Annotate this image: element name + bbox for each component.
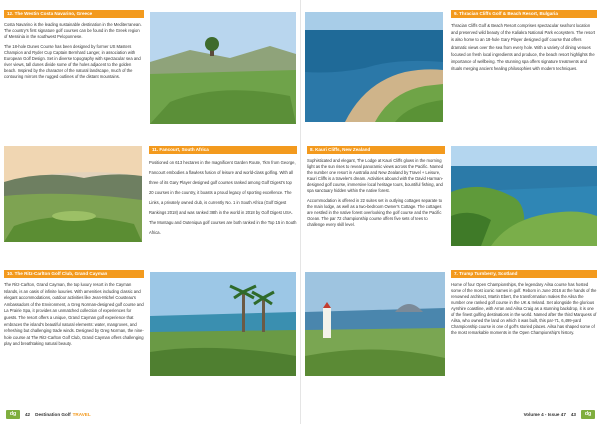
photo-costa-navarino [150, 12, 296, 124]
photo-trump-turnberry [305, 272, 445, 376]
entry-costa-navarino [4, 10, 144, 84]
photo-thracian-cliffs [305, 12, 443, 122]
entry-body [451, 22, 597, 72]
entry-fancourt [149, 146, 297, 242]
entry-heading: 12. The Westin Costa Navarino, Greece [4, 10, 144, 18]
photo-kauri-cliffs [451, 146, 597, 246]
photo-ritz-carlton [150, 272, 296, 376]
entry-paragraph: Costa Navarino is the leading sustainable destination in the Mediterranean. The country's first signature golf courses can be found in the Greek region of Messinia in the southwest Peloponnese. [4, 22, 142, 40]
entry-paragraph: The 18-hole Dunes Course has been designed by former US Masters Champion and Ryder Cup Captain Bernhard Langer, in association with European Golf Design. Set in diverse topography with spectacular sea and river views, tall dunes divide some of the holes adjacent to the golden beach. Inspired by the character of the natural landscape, much of the contouring mirrors the rugged outlines of the distant mountains. [4, 44, 141, 80]
magazine-title-accent: TRAVEL [72, 411, 91, 417]
entry-paragraph: Home of four Open Championships, the legendary Ailsa course has hosted some of the most iconic names in golf. Reborn in June 2016 at the hands of the renowned architect, Martin Ebert, the transformation makes the Ailsa the number one ranked golf course in the UK & Ireland. Set alongside the glorious Ayrshire coastline, with Arran and Ailsa Craig as a stunning backdrop, it is one of the finest golfing destinations in the world. Named after the third Marquess of Ailsa, who owned the land on which it was built, this par-71, 6,499-yard Championship course is one of golf's storied places. Ailsa has shaped some of the most remarkable moments in the Open Championship's history. [451, 282, 597, 336]
entry-paragraph: Accommodation is offered in 22 suites set in outlying cottages separate to the main lodge, as well as a two-bedroom Owner's Cottage. The cottages are nestled in the native forest overlooking the golf course and the Pacific Ocean. The par 72 championship course offers five sets of tees to challenge every skill level. [307, 198, 443, 228]
magazine-logo: dg [581, 410, 595, 419]
entry-heading: 11. Fancourt, South Africa [149, 146, 297, 154]
entry-body [149, 158, 297, 238]
right-page [300, 0, 600, 424]
entry-paragraph: Sophisticated and elegant, The Lodge at Kauri Cliffs glows in the morning light as the sun rises to reveal panoramic views across the Pacific. Named the number one resort in Australia and New Zealand by Travel + Leisure, Kauri Cliffs is a traveler's dream. Activities abound with the David Harman-designed golf course, immersive local heritage tours, bountiful fishing, and spa sanctuary hidden within the native forest. [307, 158, 444, 194]
page-number: 43 [570, 411, 576, 417]
entry-heading: 9. Thracian Cliffs Golf & Beach Resort, Bulgaria [451, 10, 597, 18]
entry-kauri-cliffs [307, 146, 445, 233]
entry-body [4, 22, 144, 80]
entry-body [451, 282, 597, 336]
entry-heading: 8. Kauri Cliffs, New Zealand [307, 146, 445, 154]
issue-label: Volume 4 - Issue 47 [523, 411, 566, 417]
entry-heading: 7. Trump Turnberry, Scotland [451, 270, 597, 278]
entry-paragraph: Thracian Cliffs Golf & Beach Resort comprises spectacular seafront location and preserved wild beauty of the Kaliakra National Park ecosystem. The resort is also home to an 18-hole Gary Player designed golf course that offers dramatic views over the sea from every hole. With a variety of dining venues focused on fresh local ingredients and produce, the beach resort highlights the importance of wellbeing. The stunning spa offers signature treatments and rituals merging ancient healing philosophies with modern techniques. [451, 23, 595, 72]
entry-body [4, 282, 144, 348]
entry-heading: 10. The Ritz-Carlton Golf Club, Grand Cayman [4, 270, 144, 278]
page-number: 42 [25, 411, 31, 417]
entry-paragraph: The Ritz-Carlton, Grand Cayman, the top luxury resort in the Cayman Islands, is an oasis of infinite luxuries. With amenities including classic and elegant accommodations, outdoor activities like Jean-Michel Cousteau's Ambassadors of the Environment, a Greg Norman-designed golf course and La Prairie Spa, it provides an unmatched collection of experiences for guests. The resort offers a unique, Grand Cayman golf experience that embraces the island's beautiful natural elements: water, mangroves, and refreshing but challenging trade winds. Designed by Greg Norman, the nine-hole course at The Ritz-Carlton Golf Club, Grand Cayman offers challenging play and breathtaking natural beauty. [4, 282, 144, 347]
footer-left [0, 404, 300, 424]
footer-right [301, 404, 600, 424]
photo-fancourt [4, 146, 142, 242]
entry-thracian-cliffs [451, 10, 597, 76]
magazine-logo: dg [6, 410, 20, 419]
entry-paragraph: Positioned on 613 hectares in the magnificent Garden Route, 7km from George, Fancourt embodies a flawless fusion of leisure and world-class golfing. With all three of its Gary Player designed golf courses ranked among Golf Digest's top 20 courses in the country, it boasts a proud legacy of sporting excellence. The Links, a privately owned club, is currently No. 1 in South Africa (Golf Digest Rankings 2018) and was ranked 38th in the world in 2018 by Golf Digest USA. The Montagu and Outeniqua golf courses are both ranked in the Top 15 in South Africa. [149, 160, 297, 235]
entry-ritz-carlton [4, 270, 144, 352]
entry-body [307, 158, 445, 229]
magazine-title: Destination Golf [35, 411, 71, 417]
entry-trump-turnberry [451, 270, 597, 340]
